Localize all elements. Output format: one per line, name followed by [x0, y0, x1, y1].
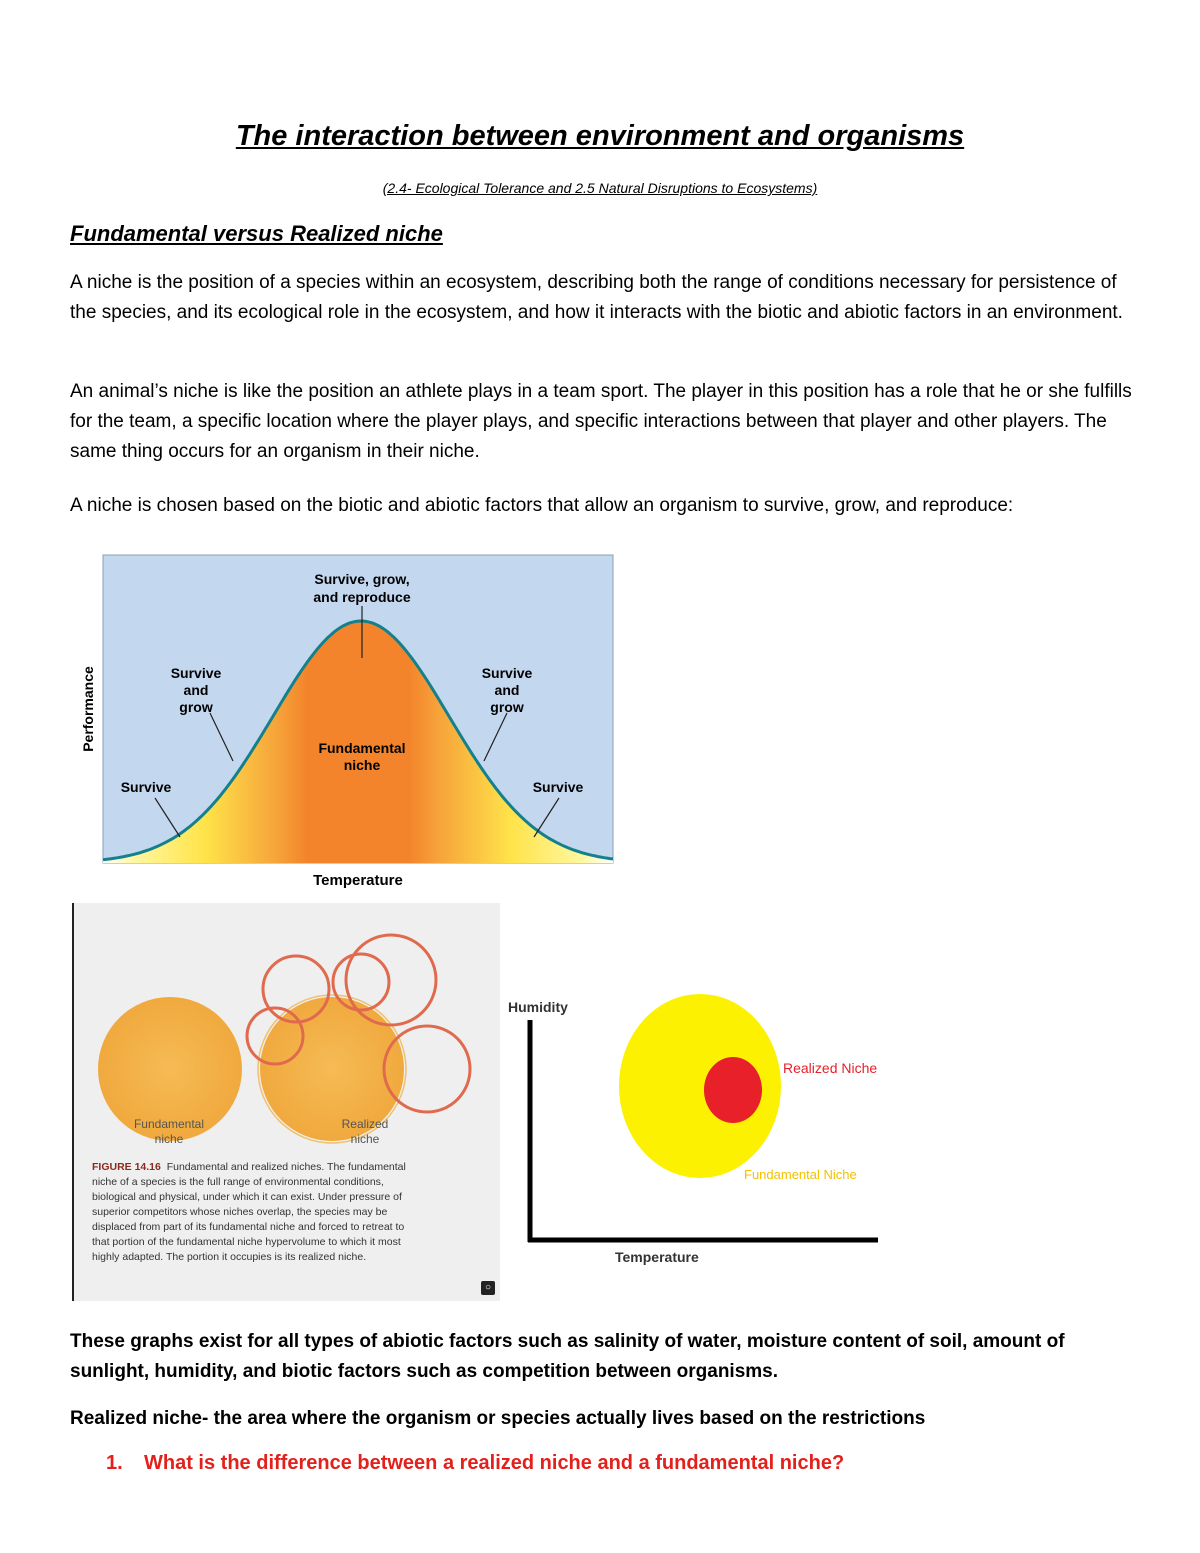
tolerance-figure: [70, 553, 630, 893]
book-caption-figure-number: FIGURE 14.16: [92, 1161, 161, 1173]
page-subtitle: (2.4- Ecological Tolerance and 2.5 Natural Disruptions to Ecosystems): [382, 180, 818, 196]
label-right-grow-2: and: [494, 682, 520, 698]
niche-graph: [500, 990, 890, 1280]
niche-graph-y-label: Humidity: [508, 999, 568, 1015]
label-right-grow-1: Survive: [481, 665, 533, 681]
page-title: The interaction between environment and organisms: [235, 120, 965, 152]
book-label-fundamental-line1: Fundamental: [133, 1117, 205, 1131]
book-caption-line-0: [92, 1160, 492, 1175]
textbook-figure: [72, 903, 500, 1301]
niche-graph-x-label: Temperature: [615, 1249, 699, 1265]
fundamental-niche-label: Fundamental Niche: [744, 1167, 857, 1182]
book-caption-line-3: superior competitors whose niches overlap, the species may be: [92, 1206, 388, 1218]
paragraph-realized-definition: Realized niche- the area where the organism or species actually lives based on the restrictions: [70, 1408, 926, 1429]
label-left-grow-1: Survive: [170, 665, 222, 681]
label-left-grow-3: grow: [179, 699, 213, 715]
paragraph-niche-choice: A niche is chosen based on the biotic and abiotic factors that allow an organism to survive, grow, and reproduce:: [70, 495, 1014, 516]
book-caption-line-4: displaced from part of its fundamental niche and forced to retreat to: [92, 1221, 405, 1233]
realized-niche-label: Realized Niche: [783, 1060, 878, 1076]
book-caption: [92, 1160, 492, 1265]
book-caption-line-6: highly adapted. The portion it occupies is its realized niche.: [92, 1251, 367, 1263]
label-right-grow-3: grow: [490, 699, 524, 715]
book-caption-line-5: that portion of the fundamental niche hypervolume to which it most: [92, 1236, 401, 1248]
label-left-survive: Survive: [120, 779, 172, 795]
tolerance-chart: [70, 553, 630, 893]
section-heading: Fundamental versus Realized niche: [70, 221, 443, 246]
paragraph-graphs-exist: These graphs exist for all types of abiotic factors such as salinity of water, moisture content of soil, amount of sunlight, humidity, and biotic factors such as competition between organisms.: [70, 1331, 1065, 1382]
label-survive-grow-reproduce-1: Survive, grow,: [314, 571, 410, 587]
label-fundamental-niche-1: Fundamental: [318, 740, 406, 756]
niche-graph-svg: [500, 990, 890, 1280]
niche-circles-diagram: [74, 903, 498, 1153]
book-label-fundamental-line2: niche: [154, 1132, 184, 1146]
paragraph-athlete-analogy: An animal’s niche is like the position an athlete plays in a team sport. The player in this position has a role that he or she fulfills for the team, a specific location where the player plays, and specific interactions between that player and other players. The same thing occurs for an organism in their niche.: [70, 381, 1132, 462]
book-label-realized-line1: Realized: [341, 1117, 389, 1131]
label-right-survive: Survive: [532, 779, 584, 795]
book-label-realized-line2: niche: [350, 1132, 380, 1146]
y-axis-label-performance: Performance: [80, 666, 96, 752]
question-text: What is the difference between a realized niche and a fundamental niche?: [144, 1452, 845, 1474]
book-label-realized: [310, 1117, 420, 1147]
paragraph-niche-definition: A niche is the position of a species within an ecosystem, describing both the range of conditions necessary for persistence of the species, and its ecological role in the ecosystem, and how it interacts with the biotic and abiotic factors in an environment.: [70, 272, 1123, 323]
realized-niche-ellipse: [704, 1057, 762, 1123]
book-caption-text-0: Fundamental and realized niches. The fundamental: [166, 1161, 406, 1173]
question-number: 1.: [106, 1452, 123, 1474]
book-caption-line-2: biological and physical, under which it can exist. Under pressure of: [92, 1191, 402, 1203]
label-fundamental-niche-2: niche: [343, 757, 381, 773]
book-label-fundamental: [114, 1117, 224, 1147]
book-caption-line-1: niche of a species is the full range of environmental conditions,: [92, 1176, 384, 1188]
scan-corner-icon: ○: [481, 1281, 495, 1295]
x-axis-label-temperature: Temperature: [313, 872, 403, 889]
label-left-grow-2: and: [183, 682, 209, 698]
label-survive-grow-reproduce-2: and reproduce: [313, 589, 411, 605]
question-1: [106, 1452, 844, 1475]
competitor-circle-3: [346, 935, 436, 1025]
